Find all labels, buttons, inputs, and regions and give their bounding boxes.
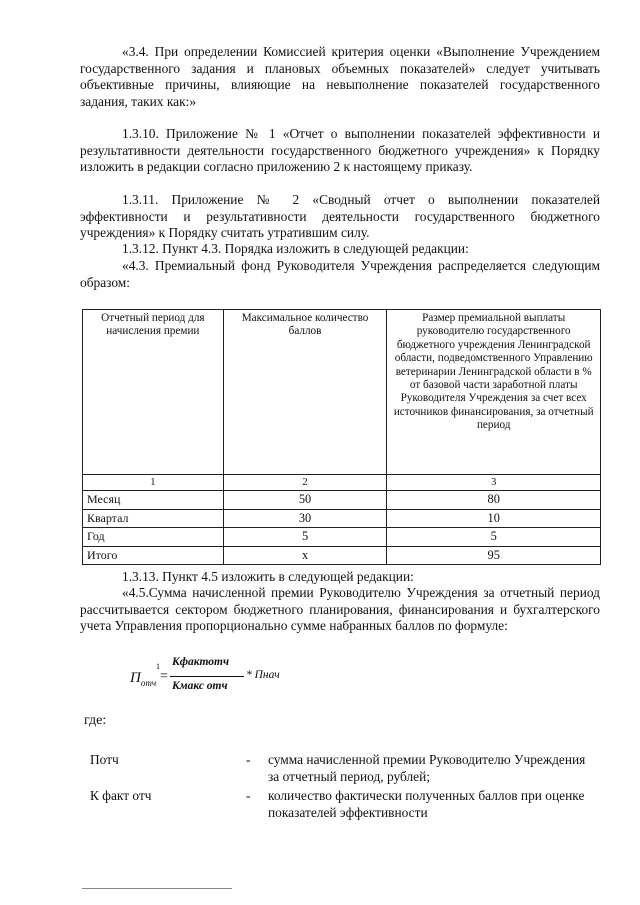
paragraph-4-3: «4.3. Премиальный фонд Руководителя Учреждения распределяется следующим образом:	[80, 258, 600, 290]
index-cell: 1	[83, 475, 224, 491]
formula-fraction-bar	[170, 676, 244, 677]
paragraph-1-3-13: 1.3.13. Пункт 4.5 изложить в следующей редакции:	[122, 569, 414, 584]
paragraph-4-5: «4.5.Сумма начисленной премии Руководителю Учреждения за отчетный период рассчитывается сектором бюджетного планирования, финансирования и бухгалтерского учета Управления пропорционально сумме набранных баллов по формуле:	[80, 585, 600, 633]
period-cell: Год	[83, 528, 224, 546]
index-cell: 2	[223, 475, 387, 491]
percent-cell: 80	[387, 491, 601, 509]
max-points-cell: 5	[223, 528, 387, 546]
where-label: где:	[84, 713, 107, 728]
max-points-cell: 30	[223, 509, 387, 527]
premium-table	[82, 309, 601, 565]
percent-cell: 10	[387, 509, 601, 527]
paragraph-3-4: «3.4. При определении Комиссией критерия оценки «Выполнение Учреждением государственного задания и плановых объемных показателей» следует учитывать объективные причины, влияющие на невыполнение показателей государственного задания, таких как:»	[80, 44, 600, 109]
table-index-row	[83, 475, 601, 491]
definition-term: Потч	[90, 752, 119, 767]
table-row	[83, 509, 601, 527]
max-points-cell: x	[223, 546, 387, 564]
table-row-total	[83, 546, 601, 564]
percent-cell: 5	[387, 528, 601, 546]
period-cell: Квартал	[83, 509, 224, 527]
definition-term: К факт отч	[90, 788, 152, 803]
definition-dash: -	[246, 752, 251, 767]
header-premium-size: Размер премиальной выплаты руководителю государственного бюджетного учреждения Ленинградской области, подведомственного Управлению ветеринарии Ленинградской области в % от базовой части заработной платы Руководителя Учреждения за счет всех источников финансирования, за отчетный период	[387, 310, 601, 475]
table-header-row	[83, 310, 601, 475]
table-row	[83, 491, 601, 509]
formula-mark: 1	[156, 662, 160, 671]
formula-numerator: Кфактотч	[172, 656, 229, 668]
paragraph-1-3-10: 1.3.10. Приложение № 1 «Отчет о выполнении показателей эффективности и результативности деятельности государственного бюджетного учреждения» к Порядку изложить в редакции согласно приложению 2 к настоящему приказу.	[80, 126, 600, 174]
header-period: Отчетный период для начисления премии	[83, 310, 224, 475]
period-cell: Месяц	[83, 491, 224, 509]
paragraph-1-3-11: 1.3.11. Приложение № 2 «Сводный отчет о выполнении показателей эффективности и результативности деятельности государственного бюджетного учреждения» к Порядку считать утратившим силу.	[80, 192, 600, 240]
definition-dash: -	[246, 788, 251, 803]
index-cell: 3	[387, 475, 601, 491]
formula-equals: =	[160, 669, 168, 684]
max-points-cell: 50	[223, 491, 387, 509]
paragraph-1-3-12: 1.3.12. Пункт 4.3. Порядка изложить в следующей редакции:	[122, 241, 469, 256]
premium-formula	[130, 656, 280, 702]
definition-text: количество фактически полученных баллов при оценке показателей эффективности	[268, 788, 585, 820]
footer-divider	[82, 888, 232, 889]
formula-rhs: * Пнач	[246, 669, 280, 681]
table-row	[83, 528, 601, 546]
definition-text: сумма начисленной премии Руководителю Учреждения за отчетный период, рублей;	[268, 752, 586, 784]
formula-lhs: $П_{отч}$	[130, 670, 157, 688]
period-cell: Итого	[83, 546, 224, 564]
header-max-points: Максимальное количество баллов	[223, 310, 387, 475]
percent-cell: 95	[387, 546, 601, 564]
formula-denominator: Кмакс отч	[172, 680, 228, 692]
